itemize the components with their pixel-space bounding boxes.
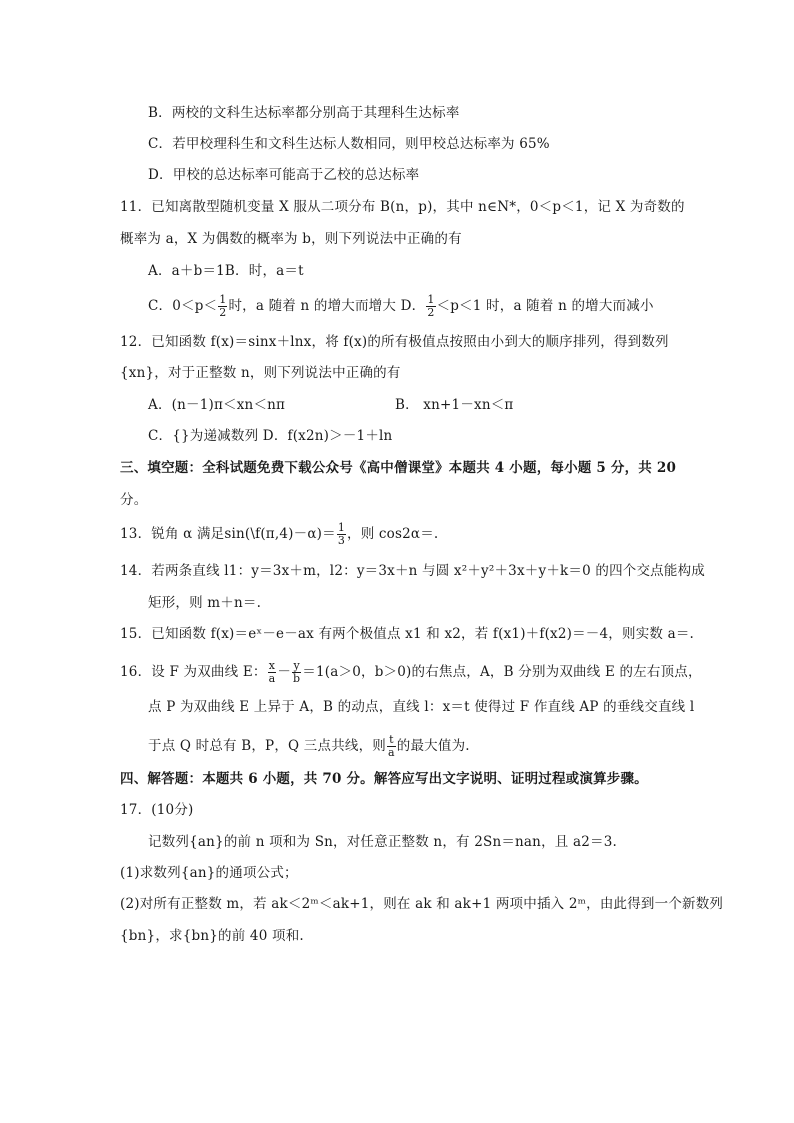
- q12-option-row-ab: [148, 396, 285, 414]
- q16-line3-post: 的最大值为.: [396, 738, 470, 754]
- q16-line3: [148, 734, 470, 759]
- q11-option-c-pre: C．0＜p＜: [148, 298, 218, 314]
- q16-pre: 16．设 F 为双曲线 E：: [120, 664, 267, 680]
- q10-option-b: B．两校的文科生达标率都分别高于其理科生达标率: [148, 105, 460, 121]
- section4-heading: 四、解答题：本题共 6 小题，共 70 分。解答应写出文字说明、证明过程或演算步骤。: [120, 771, 648, 787]
- q15-line1: 15．已知函数 f(x)＝eˣ－e－ax 有两个极值点 x1 和 x2，若 f(x1)＋f(x2)＝－4，则实数 a＝.: [120, 626, 695, 642]
- q11-option-cd: [148, 294, 654, 319]
- q13-fraction: [337, 522, 346, 547]
- fraction-denominator: 3: [337, 534, 346, 547]
- q12-stem-line2: {xn}，对于正整数 n，则下列说法中正确的有: [120, 365, 401, 381]
- q16-fraction-x-a: [268, 660, 277, 685]
- q16-fraction-t-a: [387, 734, 396, 759]
- q11-option-d-post: ＜p＜1 时，a 随着 n 的增大而减小: [436, 298, 654, 314]
- section3-heading-line1: 三、填空题：全科试题免费下载公众号《高中僧课堂》本题共 4 小题，每小题 5 分，共 20: [120, 460, 677, 476]
- q13-pre: 13．锐角 α 满足sin(\f(π,4)－α)＝: [120, 526, 336, 542]
- fraction-denominator: a: [268, 672, 276, 685]
- q16-post: ＝1(a＞0，b＞0)的右焦点，A，B 分别为双曲线 E 的左右顶点，: [302, 664, 702, 680]
- q17-title: 17．(10分): [120, 802, 194, 818]
- fraction-numerator: y: [293, 659, 300, 672]
- q17-stem: 记数列{an}的前 n 项和为 Sn，对任意正整数 n，有 2Sn＝nan，且 a2＝3.: [148, 834, 617, 850]
- fraction-denominator: 2: [219, 306, 227, 319]
- q11-stem-line1: 11．已知离散型随机变量 X 服从二项分布 B(n，p)，其中 n∈N*，0＜p＜1，记 X 为奇数的: [120, 199, 685, 215]
- q11-option-c-post: 时，a 随着 n 的增大而增大 D．: [228, 298, 426, 314]
- fraction-numerator: 1: [427, 293, 435, 306]
- q11-stem-line2: 概率为 a，X 为偶数的概率为 b，则下列说法中正确的有: [120, 231, 462, 247]
- q17-part1: (1)求数列{an}的通项公式；: [120, 865, 298, 881]
- q13-post: ，则 cos2α＝.: [347, 526, 439, 542]
- q10-option-d: D．甲校的总达标率可能高于乙校的总达标率: [148, 167, 420, 183]
- q14-line2: 矩形，则 m＋n＝.: [148, 595, 262, 611]
- fraction-numerator: x: [268, 659, 276, 672]
- fraction-denominator: b: [293, 672, 301, 685]
- fraction-numerator: t: [387, 734, 396, 747]
- q10-option-c: C．若甲校理科生和文科生达标人数相同，则甲校总达标率为 65%: [148, 136, 550, 152]
- q12-option-cd: C．{}为递减数列 D．f(x2n)＞－1＋ln: [148, 428, 393, 444]
- q16-fraction-y-b: [292, 660, 301, 685]
- q16-line2: 点 P 为双曲线 E 上异于 A，B 的动点，直线 l：x＝t 使得过 F 作直线 AP 的垂线交直线 l: [148, 699, 695, 715]
- fraction-denominator: a: [388, 746, 395, 759]
- section3-heading-line2: 分。: [120, 492, 148, 508]
- q14-line1: 14．若两条直线 l1：y＝3x＋m，l2：y＝3x＋n 与圆 x²＋y²＋3x＋y＋k＝0 的四个交点能构成: [120, 563, 705, 579]
- q16-line1: [120, 660, 702, 685]
- q11-option-d-fraction: [426, 294, 435, 319]
- fraction-denominator: 2: [427, 306, 435, 319]
- q17-part2-line1: (2)对所有正整数 m，若 ak＜2ᵐ＜ak+1，则在 ak 和 ak+1 两项中插入 2ᵐ，由此得到一个新数列: [120, 896, 724, 912]
- q11-option-c-fraction: [218, 294, 227, 319]
- q12-option-a: A．(n－1)π＜xn＜nπ: [148, 397, 286, 413]
- q17-part2-line2: {bn}，求{bn}的前 40 项和.: [120, 928, 304, 944]
- q12-stem-line1: 12．已知函数 f(x)＝sinx＋lnx，将 f(x)的所有极值点按照由小到大的顺序排列，得到数列: [120, 334, 669, 350]
- q16-line3-pre: 于点 Q 时总有 B，P，Q 三点共线，则: [148, 738, 387, 754]
- q12-option-b: B． xn+1－xn＜π: [395, 397, 514, 413]
- q16-minus: －: [277, 664, 292, 680]
- q11-option-ab: A．a＋b＝1B．时，a＝t: [148, 263, 304, 279]
- fraction-numerator: 1: [337, 521, 346, 534]
- q13: [120, 522, 438, 547]
- fraction-numerator: 1: [219, 293, 227, 306]
